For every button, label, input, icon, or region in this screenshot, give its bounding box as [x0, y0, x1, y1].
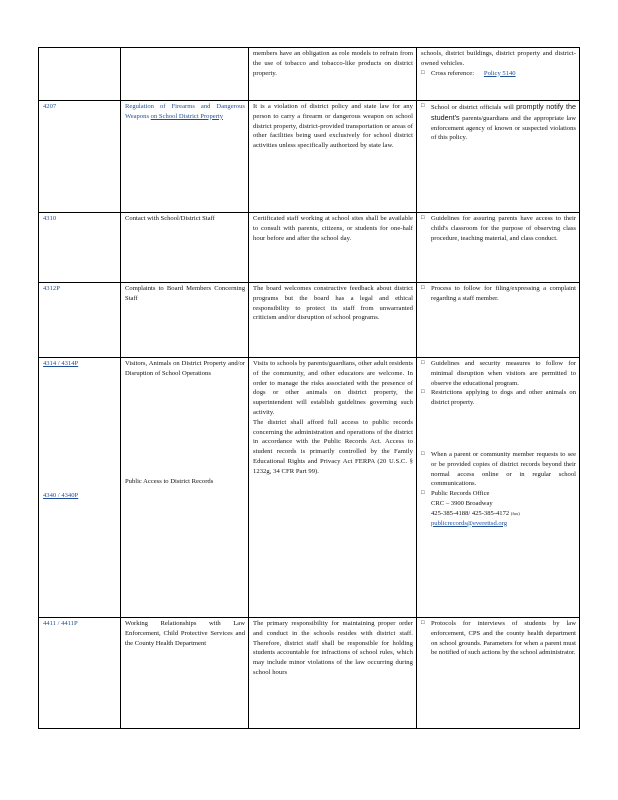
table-row	[39, 618, 580, 729]
policy-number-cell	[39, 283, 121, 358]
details-bullet-emphasis: promptly notify the student's	[431, 102, 576, 122]
policy-title-cell	[121, 358, 249, 618]
policy-summary-cell	[249, 283, 417, 358]
details-bullet: □ Restrictions applying to dogs and other animals on district property.	[421, 388, 576, 408]
policy-summary-cell	[249, 358, 417, 618]
policy-title-link[interactable]	[125, 102, 245, 122]
policy-title: Contact with School/District Staff	[125, 215, 215, 222]
policy-number-cell	[39, 48, 121, 101]
policy-summary: Visits to schools by parents/guardians, other adult residents of the community, and other educators are welcome. In order to manage the risks associated with the presence of dogs or other animals on district property, the superintendent will establish guidelines governing such activity.	[253, 360, 413, 416]
policy-details-cell	[417, 48, 580, 101]
records-fax-label: (fax)	[510, 510, 520, 516]
policy-number-cell	[39, 358, 121, 618]
policy-table	[38, 47, 580, 729]
policy-title: Complaints to Board Members Concerning Staff	[125, 285, 245, 302]
policy-number[interactable]: 4314 / 4314P	[43, 360, 79, 367]
records-email-link[interactable]: publicrecords@everettsd.org	[431, 519, 508, 527]
details-bullet: □ Protocols for interviews of students by law enforcement, CPS and the county health department on school grounds. Parameters for when a parent must be notified of such actions by the school administrator.	[421, 619, 576, 658]
policy-details-cell	[417, 283, 580, 358]
policy-details-cell	[417, 358, 580, 618]
policy-number[interactable]: 4411 / 4411P	[43, 620, 78, 627]
details-text: schools, district buildings, district property and district-owned vehicles.	[421, 50, 576, 67]
policy-number-cell	[39, 101, 121, 213]
public-records-contact	[421, 489, 576, 528]
policy-title: Working Relationships with Law Enforcement, Child Protective Services and the County Health Department	[125, 620, 245, 647]
policy-summary-2: The district shall afford full access to public records concerning the administration and operations of the district in accordance with the Public Records Act. Access to student records is primarily controlled by the Family Educational Rights and Privacy Act FERPA (20 U.S.C. § 1232g, 34 CFR Part 99).	[253, 418, 413, 475]
table-row	[39, 283, 580, 358]
policy-title-underlined: on School District Property	[150, 112, 224, 120]
policy-title-cell	[121, 283, 249, 358]
records-phone: 425-385-4188/ 425-385-4172	[431, 509, 510, 517]
policy-number-cell	[39, 213, 121, 283]
policy-summary: The board welcomes constructive feedback about district programs but the board has a legal and ethical responsibility to protect its staff from unwarranted criticism and/or disruption of school programs.	[253, 285, 413, 322]
policy-summary-cell	[249, 618, 417, 729]
policy-number[interactable]: 4310	[43, 215, 57, 222]
policy-title-cell	[121, 48, 249, 101]
table-row	[39, 101, 580, 213]
policy-title-2: Public Access to District Records	[125, 477, 214, 485]
policy-number[interactable]: 4312P	[43, 285, 60, 292]
table-row	[39, 213, 580, 283]
policy-5140-link[interactable]: Policy 5140	[483, 69, 516, 77]
details-bullet	[421, 102, 576, 143]
policy-details-cell	[417, 618, 580, 729]
policy-table-page	[38, 47, 579, 729]
policy-title-cell	[121, 101, 249, 213]
cross-reference-item	[421, 69, 576, 79]
policy-summary: Certificated staff working at school sites shall be available to consult with parents, citizens, or students for one-half hour before and after the school day.	[253, 215, 413, 242]
details-bullet-text: School or district officials will	[431, 104, 514, 111]
cross-reference-label: Cross reference:	[431, 69, 475, 77]
table-row	[39, 48, 580, 101]
policy-number[interactable]: 4207	[43, 103, 57, 110]
records-phone-line	[431, 509, 576, 519]
details-bullet-text: parents/guardians and the appropriate law enforcement agency of known or suspected violations of this policy.	[431, 114, 576, 142]
policy-title: Visitors, Animals on District Property and/or Disruption of School Operations	[125, 360, 245, 377]
policy-number-cell	[39, 618, 121, 729]
policy-details-cell	[417, 101, 580, 213]
policy-summary-cell	[249, 213, 417, 283]
details-bullet-2: □ When a parent or community member requests to see or be provided copies of district records beyond their normal access online or in regular school communications.	[421, 450, 576, 489]
records-address: CRC – 3900 Broadway	[431, 499, 493, 507]
details-bullet: □ Guidelines for assuring parents have access to their child's classroom for the purpose of observing class procedure, teaching material, and class conduct.	[421, 214, 576, 243]
policy-number-2[interactable]: 4340 / 4340P	[43, 491, 79, 499]
details-bullet: □ Guidelines and security measures to follow for minimal disruption when visitors are permitted to observe the educational program.	[421, 359, 576, 388]
policy-summary: It is a violation of district policy and state law for any person to carry a firearm or dangerous weapon on school district property, district-provided transportation or areas of other facilities being used exclusively for school district activities unless specifically authorized by state law.	[253, 103, 414, 150]
policy-title: Regulation of Firearms and Dangerous Weapons	[125, 103, 245, 120]
policy-summary-cell	[249, 48, 417, 101]
policy-summary-cell	[249, 101, 417, 213]
table-row	[39, 358, 580, 618]
details-bullet: □ Process to follow for filing/expressing a complaint regarding a staff member.	[421, 284, 576, 304]
records-office: □ Public Records Office	[431, 490, 490, 498]
policy-details-cell	[417, 213, 580, 283]
policy-title-cell	[121, 618, 249, 729]
policy-summary: members have an obligation as role models to refrain from the use of tobacco and tobacco-like products on district property.	[253, 50, 413, 77]
policy-summary: The primary responsibility for maintaining proper order and conduct in the schools resides with district staff. Therefore, district staff shall be responsible for holding students accountable for infractions of school rules, which may include minor violations of the law occurring during school hours	[253, 620, 413, 676]
policy-title-cell	[121, 213, 249, 283]
